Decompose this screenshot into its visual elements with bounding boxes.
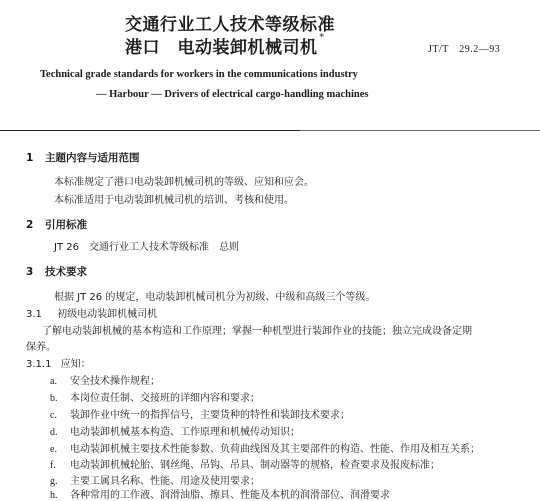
- list-item-text: 电动装卸机械轮胎、钢丝绳、吊钩、吊具、制动器等的规格，检查要求及报废标准；: [70, 460, 440, 471]
- section-3-1-paragraph-line-2: 保养。: [26, 342, 56, 353]
- english-title-line-1: Technical grade standards for workers in the communications industry: [40, 69, 358, 80]
- section-1-paragraph-1: 本标准规定了港口电动装卸机械司机的等级、应知和应会。: [54, 177, 314, 188]
- section-3-1-number: 3.1: [26, 309, 42, 320]
- section-3-1-paragraph-line-1: 了解电动装卸机械的基本构造和工作原理；掌握一种机型进行装卸作业的技能；独立完成设备定期: [42, 326, 472, 337]
- list-item: [50, 372, 160, 387]
- list-item-text: 各种常用的工作液、润滑油脂、擦具、性能及本机的润滑部位、润滑要求: [70, 490, 390, 501]
- section-3-1-heading: [26, 305, 157, 320]
- list-item: [50, 472, 260, 487]
- list-item-text: 电动装卸机械主要技术性能参数、负荷曲线图及其主要部件的构造、性能、作用及相互关系；: [70, 444, 480, 455]
- list-item-text: 安全技术操作规程；: [70, 376, 160, 387]
- list-item-mark: f.: [50, 460, 56, 471]
- list-item: [50, 486, 390, 501]
- list-item-text: 装卸作业中统一的指挥信号，主要货种的特性和装卸技术要求；: [70, 410, 350, 421]
- section-1-number: 1: [26, 152, 34, 164]
- list-item-text: 本岗位责任制、交接班的详细内容和要求；: [70, 393, 260, 404]
- list-item: [50, 406, 350, 421]
- title-line-2: 港口 电动装卸机械司机: [125, 38, 318, 58]
- list-item: [50, 456, 440, 471]
- list-item: [50, 423, 300, 438]
- section-3-title: 技术要求: [44, 266, 87, 278]
- title-line-2-wrap: [125, 33, 324, 58]
- title-line-1: 交通行业工人技术等级标准: [125, 15, 335, 35]
- header-divider-left: [0, 130, 300, 131]
- list-item-mark: g.: [50, 476, 58, 487]
- section-2-number: 2: [26, 219, 34, 231]
- standard-number: JT/T 29.2—93: [428, 44, 501, 55]
- section-3-1-1-number: 3.1.1: [26, 359, 52, 370]
- section-3-number: 3: [26, 266, 34, 278]
- section-3-1-title: 初级电动装卸机械司机: [57, 309, 158, 320]
- section-3-heading: [26, 264, 87, 279]
- list-item-text: 电动装卸机械基本构造、工作原理和机械传动知识；: [70, 427, 300, 438]
- list-item-mark: d.: [50, 427, 58, 438]
- list-item-text: 主要工属具名称、性能、用途及使用要求；: [70, 476, 260, 487]
- section-3-paragraph-1: 根据 JT 26 的规定，电动装卸机械司机分为初级、中级和高级三个等级。: [54, 292, 376, 303]
- section-1-title: 主题内容与适用范围: [44, 152, 140, 164]
- title-footnote-mark: *: [319, 33, 324, 43]
- section-1-heading: [26, 150, 139, 165]
- section-3-1-1-heading: [26, 355, 91, 370]
- list-item-mark: b.: [50, 393, 58, 404]
- list-item: [50, 440, 480, 455]
- list-item-mark: e.: [50, 444, 57, 455]
- list-item: [50, 389, 260, 404]
- section-1-paragraph-2: 本标准适用于电动装卸机械司机的培训、考核和使用。: [54, 195, 294, 206]
- section-2-title: 引用标准: [44, 219, 87, 231]
- header-divider-right: [300, 130, 540, 131]
- section-2-reference: JT 26 交通行业工人技术等级标准 总则: [54, 242, 239, 253]
- section-2-heading: [26, 217, 87, 232]
- section-3-1-1-title: 应知：: [60, 359, 91, 370]
- list-item-mark: c.: [50, 410, 57, 421]
- list-item-mark: a.: [50, 376, 57, 387]
- english-title-line-2: — Harbour — Drivers of electrical cargo-handling machines: [96, 89, 369, 100]
- list-item-mark: h.: [50, 490, 58, 501]
